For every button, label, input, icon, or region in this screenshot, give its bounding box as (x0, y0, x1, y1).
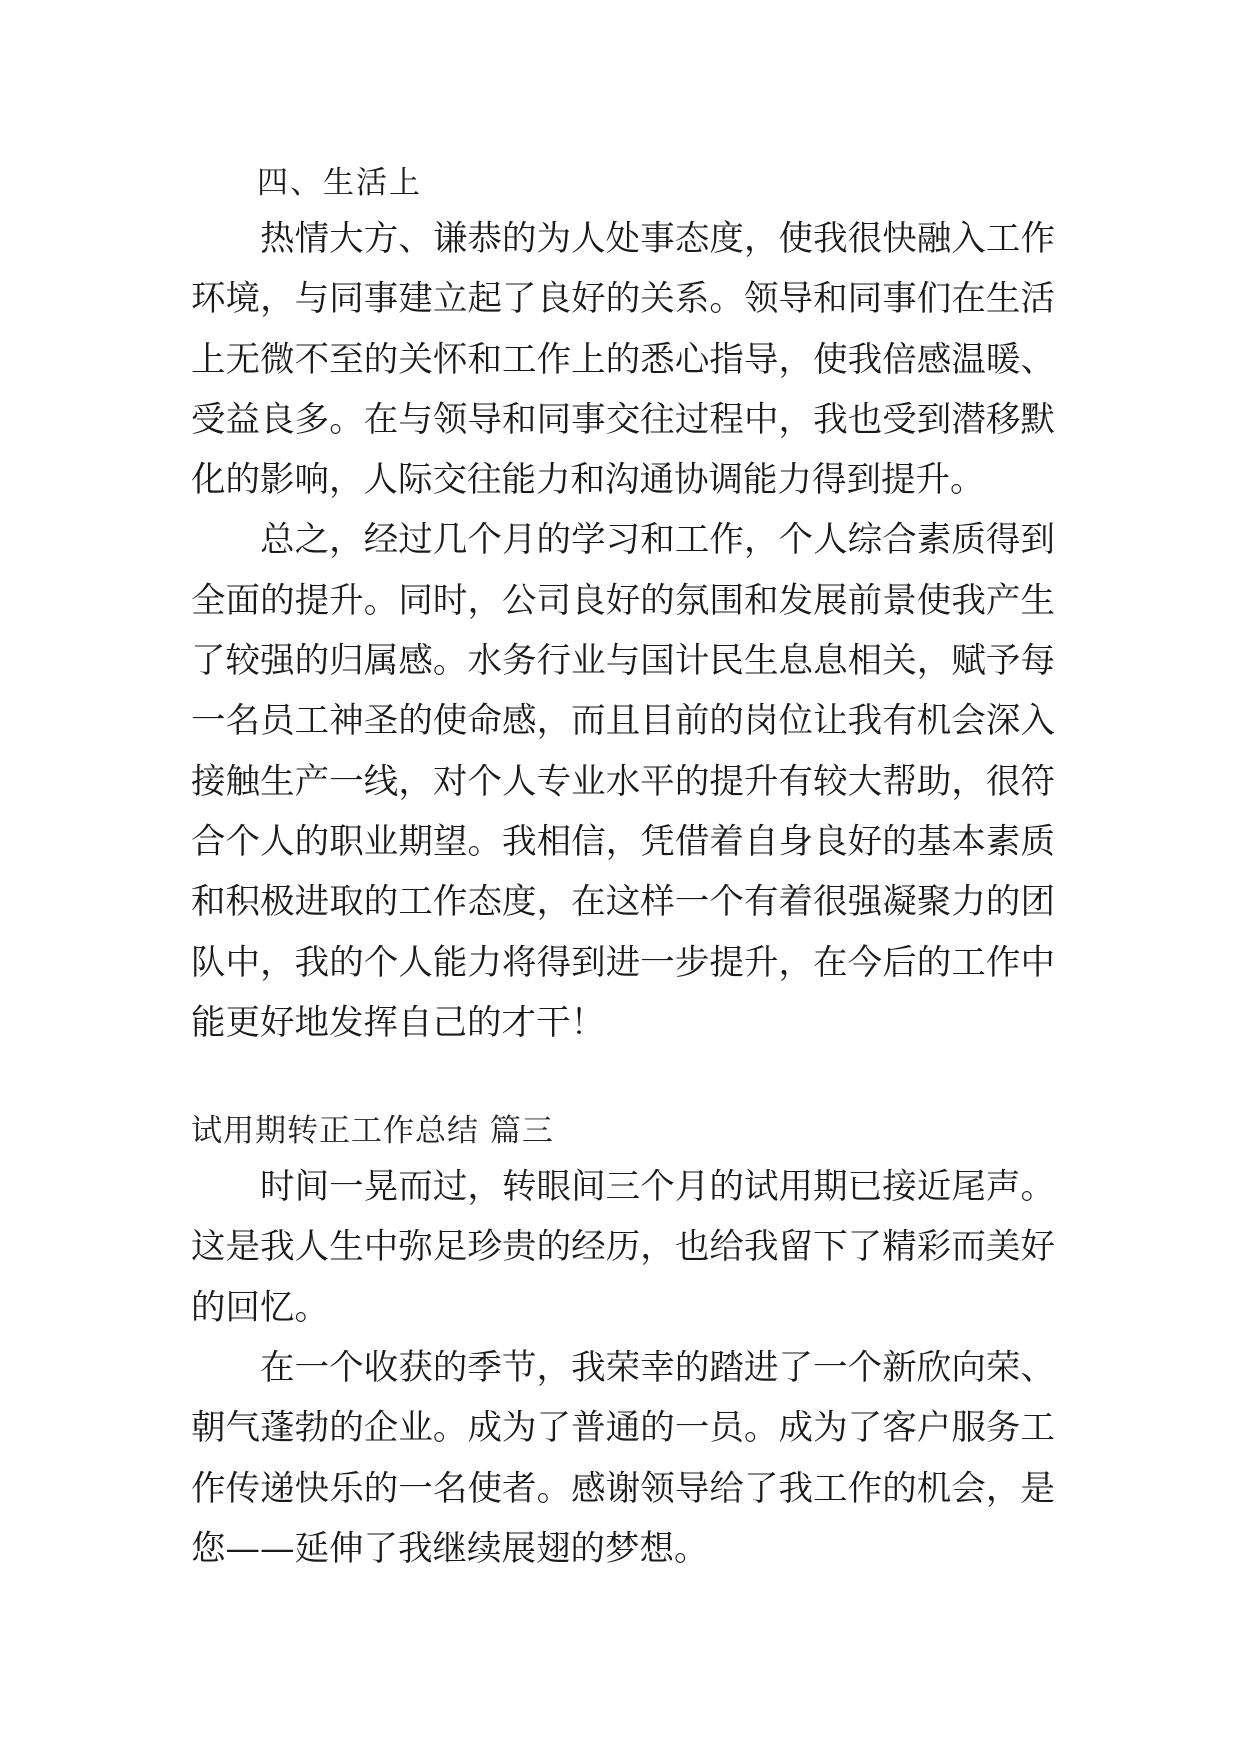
section-spacer (191, 1053, 1055, 1105)
document-page (191, 157, 1055, 1579)
paragraph-joining-company: 在一个收获的季节，我荣幸的踏进了一个新欣向荣、朝气蓬勃的企业。成为了普通的一员。成为了客户服务工作传递快乐的一名使者。感谢领导给了我工作的机会，是您——延伸了我继续展翅的梦想。 (191, 1348, 1055, 1569)
subheading-life: 四、生活上 (257, 165, 422, 201)
paragraph-time-passes: 时间一晃而过，转眼间三个月的试用期已接近尾声。这是我人生中弥足珍贵的经历，也给我留下了精彩而美好的回忆。 (191, 1167, 1055, 1328)
section-title: 试用期转正工作总结 篇三 (191, 1113, 554, 1150)
paragraph-summary: 总之，经过几个月的学习和工作，个人综合素质得到全面的提升。同时，公司良好的氛围和发展前景使我产生了较强的归属感。水务行业与国计民生息息相关，赋予每一名员工神圣的使命感，而且目前的岗位让我有机会深入接触生产一线，对个人专业水平的提升有较大帮助，很符合个人的职业期望。我相信，凭借着自身良好的基本素质和积极进取的工作态度，在这样一个有着很强凝聚力的团队中，我的个人能力将得到进一步提升，在今后的工作中能更好地发挥自己的才干！ (191, 520, 1055, 1043)
paragraph-life-attitude: 热情大方、谦恭的为人处事态度，使我很快融入工作环境，与同事建立起了良好的关系。领导和同事们在生活上无微不至的关怀和工作上的悉心指导，使我倍感温暖、受益良多。在与领导和同事交往过程中，我也受到潜移默化的影响，人际交往能力和沟通协调能力得到提升。 (191, 219, 1055, 501)
